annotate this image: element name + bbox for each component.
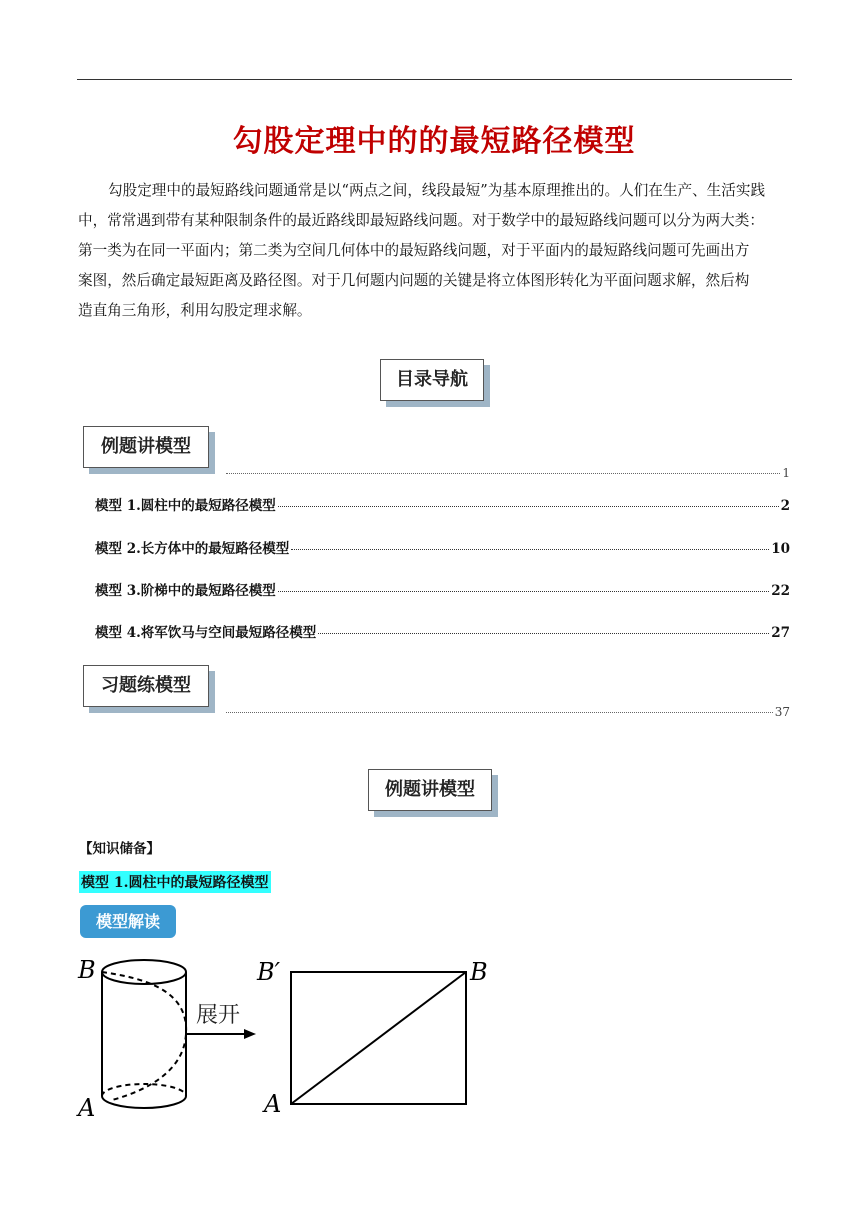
toc-row-section1[interactable] <box>224 466 790 480</box>
toc-page-number: 2 <box>780 498 790 514</box>
header-rule <box>77 79 792 80</box>
toc-heading: 目录导航 <box>380 359 484 401</box>
cylinder-bottom-front <box>102 1096 186 1108</box>
toc-item-text: 模型 3.阶梯中的最短路径模型 <box>95 583 276 599</box>
dot-leader <box>278 591 769 592</box>
rectangle-label-Bprime: B′ <box>257 958 281 986</box>
dot-leader <box>318 633 769 634</box>
toc-row-model-2[interactable] <box>95 537 790 557</box>
toc-page-number: 22 <box>771 583 790 599</box>
cylinder-label-B: B <box>78 956 96 984</box>
cylinder-unfold-figure <box>74 950 514 1125</box>
cylinder-bottom-back <box>102 1084 186 1096</box>
toc-item-text: 模型 4.将军饮马与空间最短路径模型 <box>95 625 317 641</box>
intro-paragraph <box>78 176 794 326</box>
model-interpretation-pill: 模型解读 <box>80 905 176 938</box>
intro-line: 造直角三角形，利用勾股定理求解。 <box>78 302 312 319</box>
intro-line: 案图，然后确定最短距离及路径图。对于几何题内问题的关键是将立体图形转化为平面问题求解，然后构 <box>78 272 750 289</box>
dot-leader <box>226 473 780 474</box>
cylinder-shortest-path <box>102 972 186 1100</box>
cylinder-label-A: A <box>78 1094 96 1122</box>
rectangle-label-A: A <box>264 1090 282 1118</box>
intro-line: 勾股定理中的最短路线问题通常是以“两点之间，线段最短”为基本原理推出的。人们在生产、生活实践 <box>108 182 766 199</box>
knowledge-label: 【知识储备】 <box>79 841 160 857</box>
model-title-highlight: 模型 1.圆柱中的最短路径模型 <box>79 871 271 893</box>
toc-page-number: 27 <box>771 625 790 641</box>
toc-section-label-exercises[interactable]: 习题练模型 <box>83 665 209 707</box>
toc-page-number: 37 <box>774 705 790 719</box>
toc-row-model-4[interactable] <box>95 621 790 641</box>
toc-page-number: 10 <box>771 541 790 557</box>
intro-line: 中，常常遇到带有某种限制条件的最近路线即最短路线问题。对于数学中的最短路线问题可以分为两大类： <box>78 212 764 229</box>
toc-item-text: 模型 1.圆柱中的最短路径模型 <box>95 498 276 514</box>
dot-leader <box>291 549 769 550</box>
toc-item-text: 模型 2.长方体中的最短路径模型 <box>95 541 290 557</box>
toc-section-label-examples[interactable]: 例题讲模型 <box>83 426 209 468</box>
dot-leader <box>278 506 779 507</box>
rectangle-diagonal <box>291 972 466 1104</box>
page-title: 勾股定理中的的最短路径模型 <box>232 124 636 159</box>
dot-leader <box>226 712 773 713</box>
unfold-arrow-head <box>244 1029 256 1039</box>
cylinder-top-ellipse <box>102 960 186 984</box>
section-heading: 例题讲模型 <box>368 769 492 811</box>
rectangle-label-B: B <box>470 958 488 986</box>
toc-row-model-3[interactable] <box>95 579 790 599</box>
toc-row-section2[interactable] <box>224 705 790 719</box>
unfold-label: 展开 <box>196 1003 241 1028</box>
intro-line: 第一类为在同一平面内；第二类为空间几何体中的最短路线问题，对于平面内的最短路线问题可先画出方 <box>78 242 750 259</box>
toc-row-model-1[interactable] <box>95 494 790 514</box>
toc-page-number: 1 <box>782 466 790 480</box>
